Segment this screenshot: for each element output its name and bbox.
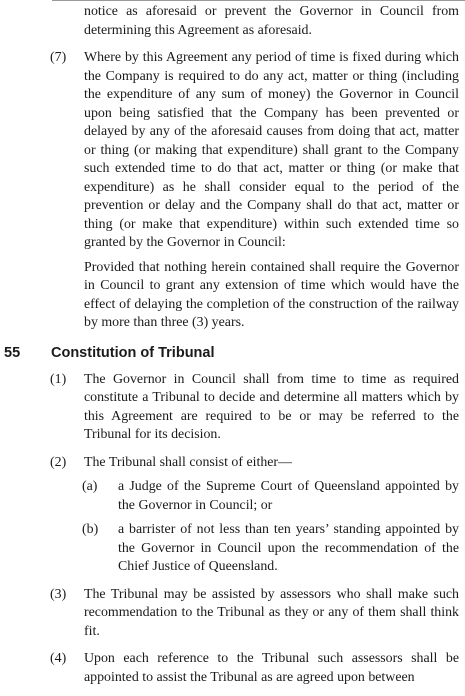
- clause-text: The Governor in Council shall from time to time as required constitute a Tribunal to decide and determine all matters which by this Agreement are required to be or may be referred to the Tribunal for its decision.: [84, 371, 459, 442]
- clause-text: The Tribunal shall consist of either—: [84, 454, 292, 470]
- clause-text: Upon each reference to the Tribunal such assessors shall be appointed to assist the Tribunal as are agreed upon between: [84, 651, 459, 685]
- clause-55-4: [50, 650, 459, 687]
- subclause-number: (b): [82, 522, 99, 537]
- clause-7: [50, 49, 459, 253]
- subclause-b: [82, 521, 459, 577]
- clause-text: The Tribunal may be assisted by assessors who shall make such recommendation to the Tribunal as they or any of them shall think fit.: [84, 586, 459, 639]
- subclause-number: (a): [82, 479, 98, 494]
- clause-55-1: [50, 371, 459, 445]
- clause-number: (2): [50, 454, 67, 470]
- clause-number: (1): [50, 371, 67, 387]
- clause-55-3: [50, 586, 459, 642]
- clause-number: (7): [50, 50, 67, 65]
- proviso-paragraph: Provided that nothing herein contained shall require the Governor in Council to grant any extension of time which would have the effect of delaying the completion of the construction of the railway by more than three (3) years.: [84, 259, 459, 330]
- clause-number: (4): [50, 651, 67, 666]
- clause-number: (3): [50, 586, 67, 602]
- clause-text: Where by this Agreement any period of time is fixed during which the Company is required to do any act, matter or thing (including the expenditure of any sum of money) the Governor in Council upon being satisfied that the Company has been prevented or delayed by any of the aforesaid causes from doing that act, matter or thing (or making that expenditure) shall grant to the Company such extended time to do that act, matter or thing (or make that expenditure) as he shall consider equal to the period of the prevention or delay and the Company shall do that act, matter or thing (or make that expenditure) within such extended time so granted by the Governor in Council:: [84, 50, 459, 250]
- continuation-paragraph: notice as aforesaid or prevent the Governor in Council from determining this Agreement as aforesaid.: [84, 4, 459, 38]
- subclause-text: a Judge of the Supreme Court of Queensland appointed by the Governor in Council; or: [118, 479, 459, 513]
- section-title: Constitution of Tribunal: [51, 344, 215, 361]
- subclause-a: [82, 478, 459, 515]
- section-number: 55: [4, 344, 21, 361]
- subclause-text: a barrister of not less than ten years’ standing appointed by the Governor in Council upon the recommendation of the Chief Justice of Queensland.: [118, 522, 459, 574]
- clause-55-2: [50, 454, 459, 473]
- section-heading: [0, 345, 465, 365]
- document-page: [0, 3, 465, 687]
- header-rule: [52, 0, 465, 1]
